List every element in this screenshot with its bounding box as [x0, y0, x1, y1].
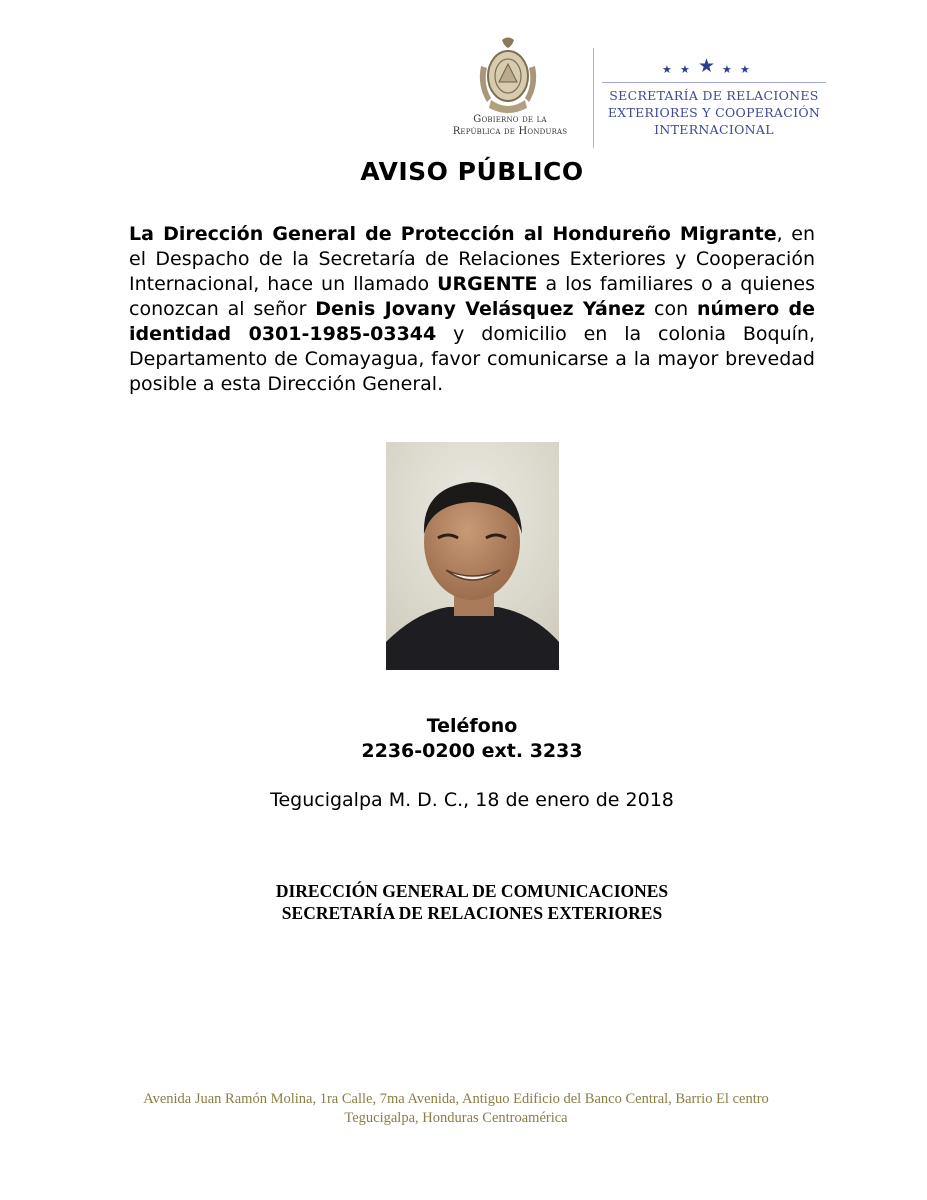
- person-photo: [386, 442, 559, 670]
- sre-line-3: INTERNACIONAL: [654, 122, 774, 137]
- gov-line-1: Gobierno de la: [473, 114, 547, 125]
- body-text-2: a los familiares o a quienes conozcan al señor: [129, 273, 815, 320]
- footer-line-1: Avenida Juan Ramón Molina, 1ra Calle, 7ma Avenida, Antiguo Edificio del Banco Central, Barrio El centro: [143, 1091, 769, 1107]
- signature-line-2: SECRETARÍA DE RELACIONES EXTERIORES: [281, 903, 663, 923]
- notice-body: [129, 222, 815, 397]
- phone-number: 2236-0200 ext. 3233: [361, 740, 583, 762]
- stars-icon: ★ ★ ★ ★ ★: [662, 55, 750, 77]
- ministry-wordmark: [602, 87, 826, 138]
- body-person-name: Denis Jovany Velásquez Yánez: [315, 298, 646, 320]
- government-wordmark: [430, 114, 590, 138]
- phone-label: Teléfono: [426, 715, 518, 737]
- header-divider: [593, 48, 594, 148]
- notice-title: AVISO PÚBLICO: [360, 157, 584, 186]
- coat-of-arms-icon: [475, 36, 541, 116]
- sre-line-1: SECRETARÍA DE RELACIONES: [609, 88, 819, 103]
- body-urgent: URGENTE: [437, 273, 538, 295]
- gov-line-2: República de Honduras: [452, 126, 568, 137]
- body-agency-name: La Dirección General de Protección al Hondureño Migrante: [129, 223, 777, 245]
- signature-line-1: DIRECCIÓN GENERAL DE COMUNICACIONES: [275, 881, 669, 901]
- contact-block: [0, 714, 927, 764]
- body-id-number: número de identidad 0301-1985-03344: [129, 298, 815, 345]
- date-line: Tegucigalpa M. D. C., 18 de enero de 2018: [270, 789, 674, 811]
- sre-line-2: EXTERIORES Y COOPERACIÓN: [607, 105, 821, 120]
- sre-rule: [602, 82, 826, 83]
- footer-line-2: Tegucigalpa, Honduras Centroamérica: [344, 1110, 568, 1126]
- signature-block: [0, 880, 927, 924]
- footer-address: [0, 1090, 912, 1128]
- body-text-1: , en el Despacho de la Secretaría de Relaciones Exteriores y Cooperación Internacional, hace un llamado: [129, 223, 815, 295]
- letterhead: [430, 30, 830, 150]
- body-text-3: con: [645, 298, 697, 320]
- body-text-4: y domicilio en la colonia Boquín, Departamento de Comayagua, favor comunicarse a la mayor brevedad posible a esta Dirección General.: [129, 323, 815, 395]
